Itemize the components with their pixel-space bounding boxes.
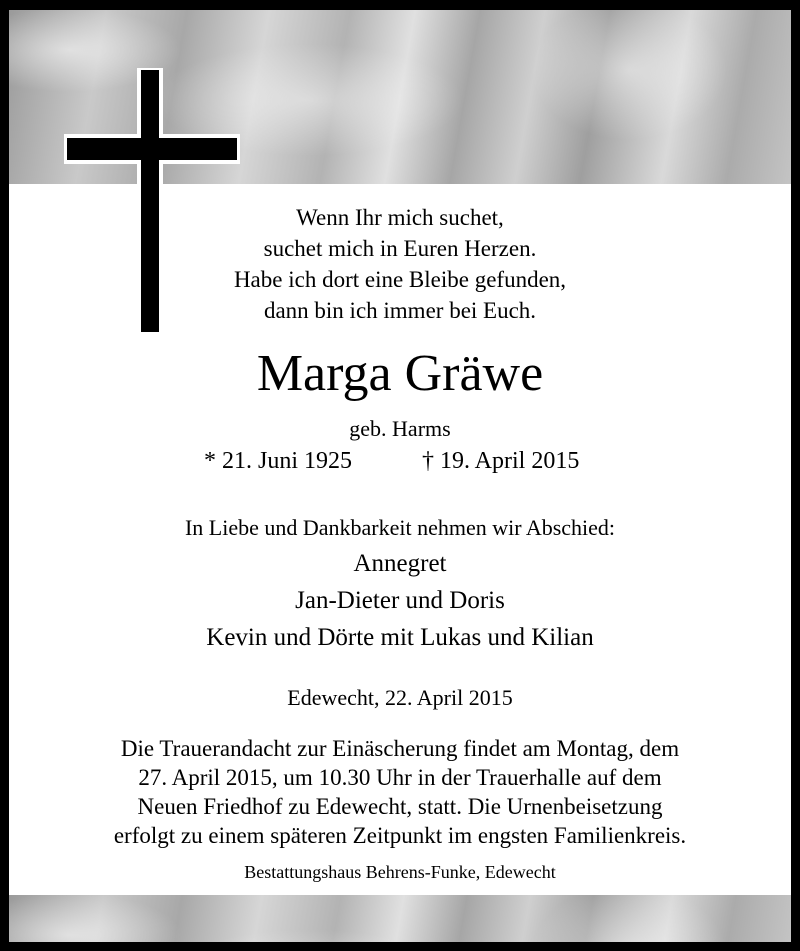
death-date: † 19. April 2015 [422, 448, 580, 474]
poem-line: suchet mich in Euren Herzen. [263, 236, 537, 261]
obituary-text [9, 10, 791, 942]
place-date: Edewecht, 22. April 2015 [287, 685, 513, 710]
poem-line: Wenn Ihr mich suchet, [296, 205, 504, 230]
service-info-line: Neuen Friedhof zu Edewecht, statt. Die Urnenbeisetzung [137, 794, 663, 819]
service-info-line: 27. April 2015, um 10.30 Uhr in der Trauerhalle auf dem [138, 765, 662, 790]
mourner-name: Annegret [353, 550, 447, 577]
deceased-name: Marga Gräwe [256, 345, 544, 402]
mourner-name: Jan-Dieter und Doris [295, 587, 505, 614]
birth-date: * 21. Juni 1925 [204, 448, 353, 474]
mourner-name: Kevin und Dörte mit Lukas und Kilian [206, 624, 594, 651]
funeral-home: Bestattungshaus Behrens-Funke, Edewecht [244, 862, 556, 882]
poem-line: Habe ich dort eine Bleibe gefunden, [233, 267, 567, 292]
life-dates [9, 448, 791, 480]
farewell-line: In Liebe und Dankbarkeit nehmen wir Abschied: [184, 515, 616, 540]
poem-line: dann bin ich immer bei Euch. [263, 298, 537, 323]
obituary-frame [9, 10, 791, 942]
service-info-line: Die Trauerandacht zur Einäscherung findet am Montag, dem [120, 736, 680, 761]
birth-name: geb. Harms [349, 416, 451, 441]
service-info-line: erfolgt zu einem späteren Zeitpunkt im engsten Familienkreis. [113, 823, 687, 848]
